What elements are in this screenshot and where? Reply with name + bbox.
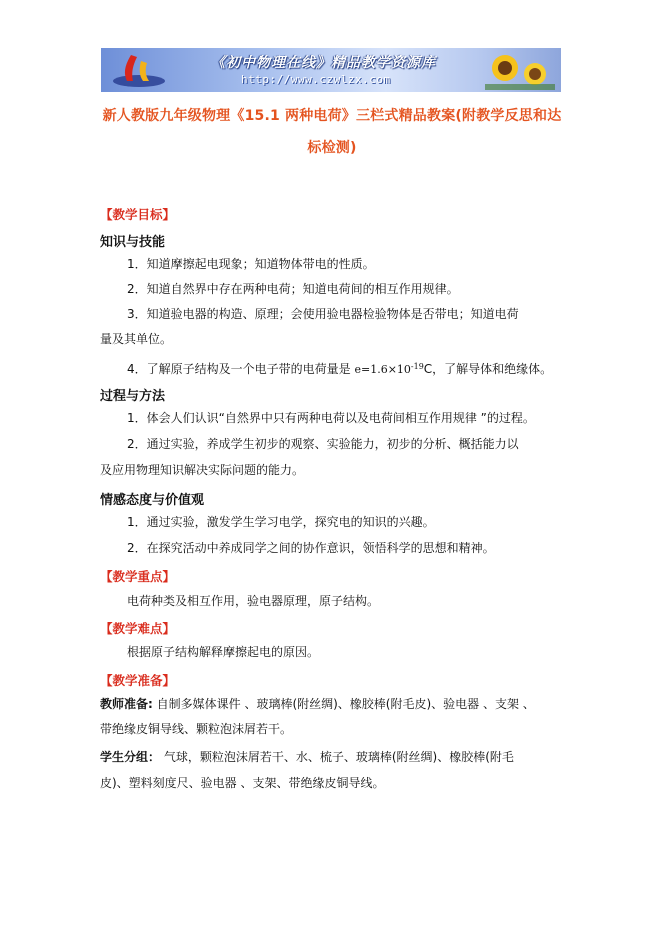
teacher-prep-text: 自制多媒体课件 、玻璃棒(附丝绸)、橡胶棒(附毛皮)、验电器 、支架 、 bbox=[152, 697, 535, 711]
difficulty-label: 【教学难点】 bbox=[100, 621, 176, 636]
student-prep-line: 皮)、塑料刻度尺、验电器 、支架、带绝缘皮铜导线。 bbox=[100, 776, 385, 790]
process-item: 2．通过实验，养成学生初步的观察、实验能力，初步的分析、概括能力以 bbox=[127, 437, 519, 451]
prep-label: 【教学准备】 bbox=[100, 673, 176, 688]
logo-icon bbox=[109, 51, 169, 89]
difficulty-text: 根据原子结构解释摩擦起电的原因。 bbox=[127, 645, 320, 659]
attitude-item: 1．通过实验，激发学生学习电学，探究电的知识的兴趣。 bbox=[127, 515, 435, 529]
knowledge-heading: 知识与技能 bbox=[100, 235, 166, 250]
banner-url[interactable]: http://www.czwlzx.com bbox=[241, 73, 391, 86]
student-prep-line bbox=[100, 750, 514, 764]
formula-exponent: -19 bbox=[410, 362, 424, 371]
process-heading: 过程与方法 bbox=[100, 389, 166, 404]
key-text: 电荷种类及相互作用，验电器原理，原子结构。 bbox=[127, 594, 380, 608]
teacher-prep-line: 带绝缘皮铜导线、颗粒泡沫屑若干。 bbox=[100, 722, 293, 736]
knowledge-item-4-suffix: C，了解导体和绝缘体。 bbox=[423, 362, 553, 376]
process-item: 及应用物理知识解决实际问题的能力。 bbox=[100, 463, 305, 477]
attitude-heading: 情感态度与价值观 bbox=[100, 493, 205, 508]
student-prep-lead: 学生分组： bbox=[100, 750, 161, 764]
knowledge-item: 3．知道验电器的构造、原理；会使用验电器检验物体是否带电；知道电荷 bbox=[127, 307, 519, 321]
knowledge-item-4 bbox=[127, 360, 552, 377]
knowledge-item: 量及其单位。 bbox=[100, 332, 173, 346]
header-banner bbox=[101, 48, 561, 92]
process-item: 1．体会人们认识“自然界中只有两种电荷以及电荷间相互作用规律 ”的过程。 bbox=[127, 411, 535, 425]
document-title: 新人教版九年级物理《15.1 两种电荷》三栏式精品教案(附教学反思和达标检测) bbox=[102, 108, 562, 156]
sunflower-icon bbox=[485, 50, 555, 90]
knowledge-item: 2．知道自然界中存在两种电荷；知道电荷间的相互作用规律。 bbox=[127, 282, 459, 296]
banner-title: 《初中物理在线》精品教学资源库 bbox=[211, 55, 436, 71]
key-label: 【教学重点】 bbox=[100, 569, 176, 584]
attitude-item: 2．在探究活动中养成同学之间的协作意识，领悟科学的思想和精神。 bbox=[127, 541, 495, 555]
electron-charge-formula bbox=[354, 363, 423, 376]
student-prep-text: 气球，颗粒泡沫屑若干、水、梳子、玻璃棒(附丝绸)、橡胶棒(附毛 bbox=[160, 750, 514, 764]
formula-base: e=1.6×10 bbox=[354, 363, 411, 376]
teacher-prep-line bbox=[100, 697, 535, 711]
teacher-prep-lead: 教师准备: bbox=[100, 697, 153, 711]
objectives-label: 【教学目标】 bbox=[100, 207, 176, 222]
knowledge-item: 1．知道摩擦起电现象；知道物体带电的性质。 bbox=[127, 257, 375, 271]
knowledge-item-4-prefix: 4．了解原子结构及一个电子带的电荷量是 bbox=[127, 362, 351, 376]
